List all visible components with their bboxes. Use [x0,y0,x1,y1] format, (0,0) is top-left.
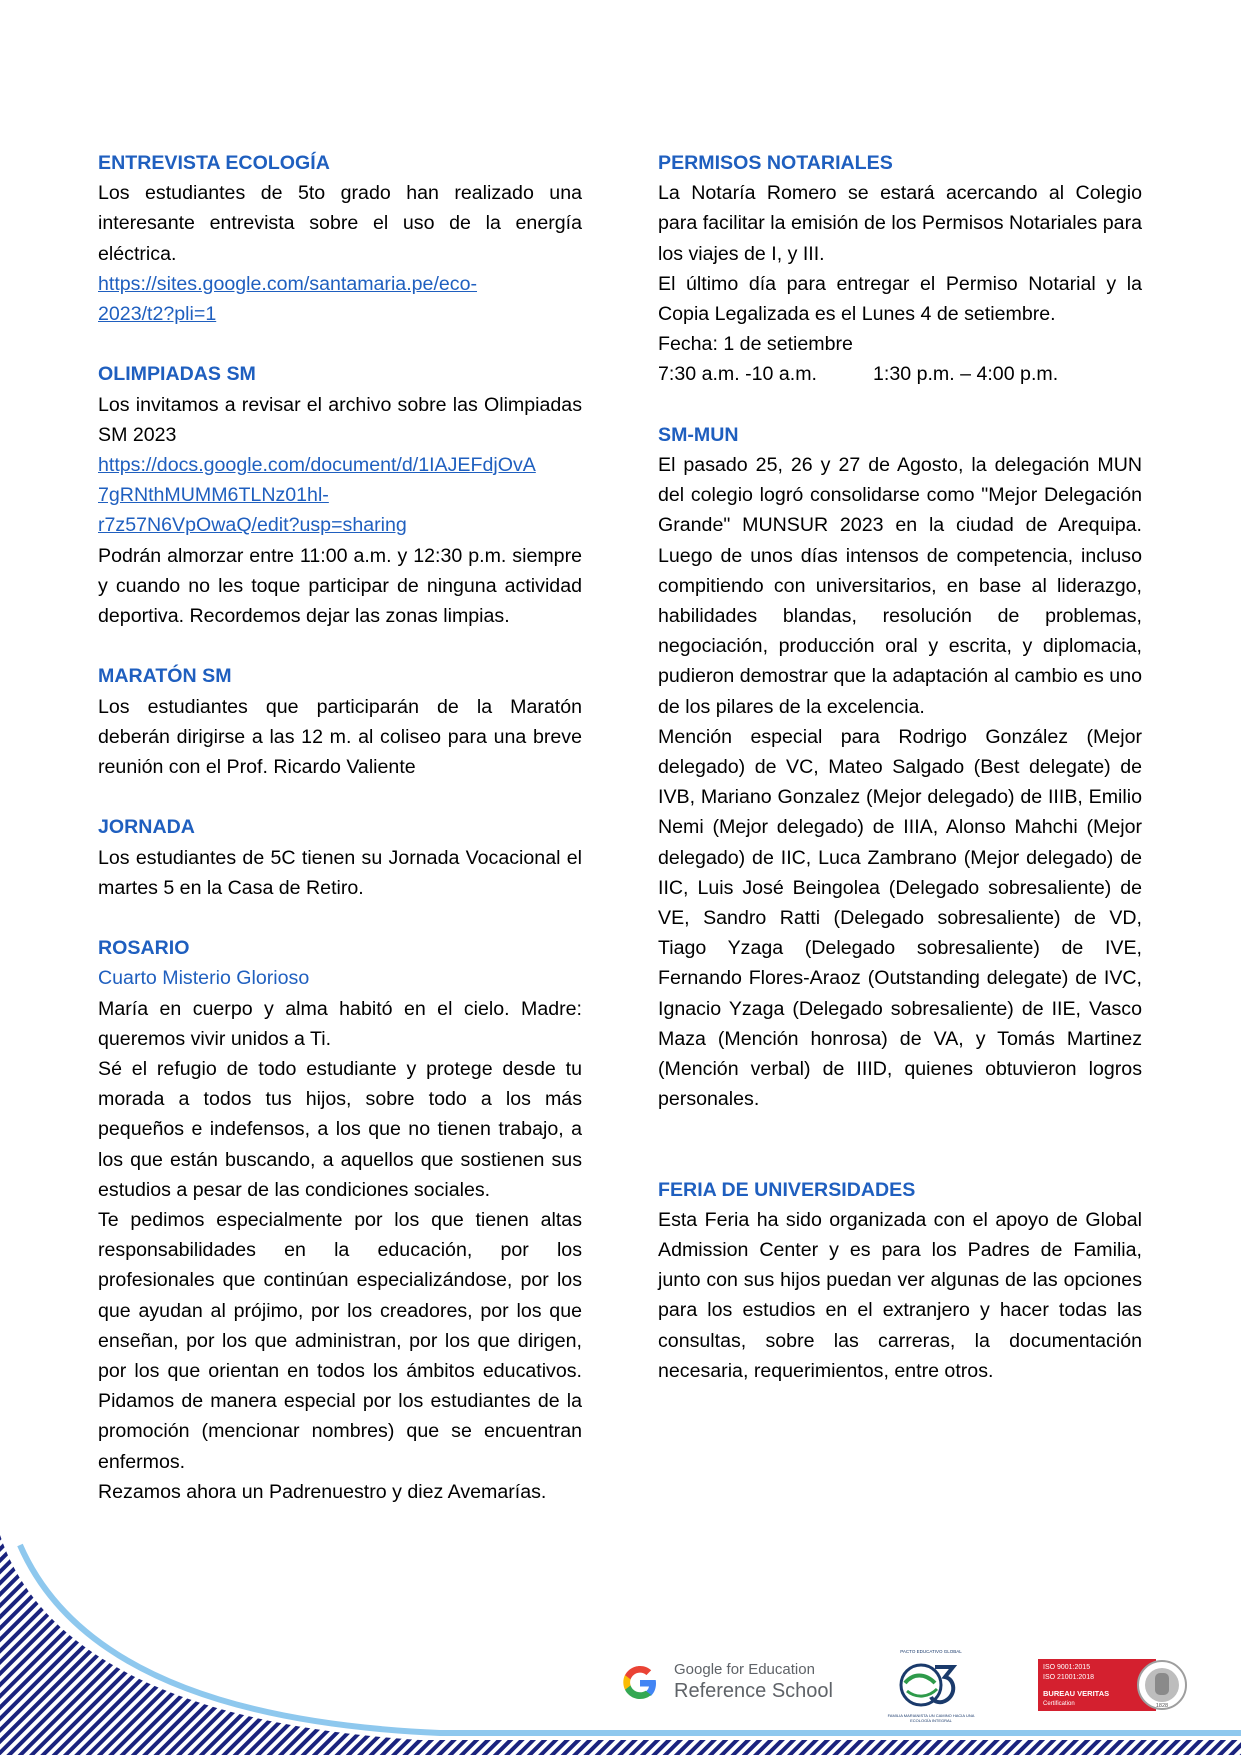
smmun-title: SM-MUN [658,423,739,446]
section-permisos [658,148,1142,390]
rosario-paragraph-1: María en cuerpo y alma habitó en el cielo. Madre: queremos vivir unidos a Ti. [98,997,582,1050]
section-entrevista [98,148,582,329]
olimpiadas-link-1[interactable]: https://docs.google.com/document/d/1IAJEFdjOvA [98,454,536,477]
olimpiadas-body: Los invitamos a revisar el archivo sobre las Olimpiadas SM 2023 [98,393,582,446]
entrevista-link-1[interactable]: https://sites.google.com/santamaria.pe/eco- [98,272,478,295]
hours-morning: 7:30 a.m. -10 a.m. [658,363,817,386]
left-column [98,148,582,1537]
google-line-2: Reference School [674,1680,833,1702]
permisos-hours [658,359,1142,389]
section-rosario [98,933,582,1507]
rosario-subtitle: Cuarto Misterio Glorioso [98,967,310,990]
olimpiadas-title: OLIMPIADAS SM [98,363,256,386]
pacto-globe-icon [895,1655,967,1711]
bv-cert: Certification [1043,1701,1075,1707]
footer-logos [620,1649,1200,1725]
entrevista-link-2[interactable]: 2023/t2?pli=1 [98,303,217,326]
section-jornada [98,812,582,903]
entrevista-title: ENTREVISTA ECOLOGÍA [98,152,330,174]
rosario-paragraph-2: Sé el refugio de todo estudiante y protege desde tu morada a todos tus hijos, sobre todo a los más pequeños e indefensos, a los que no tienen trabajo, a los que están buscando, a aquellos que sostienen sus estudios a pesar de las condiciones sociales. [98,1058,582,1201]
bv-iso-1: ISO 9001:2015 [1043,1664,1091,1671]
hours-afternoon: 1:30 p.m. – 4:00 p.m. [873,363,1059,386]
rosario-title: ROSARIO [98,937,190,960]
right-column [658,148,1142,1416]
section-maraton [98,661,582,782]
rosario-paragraph-4: Rezamos ahora un Padrenuestro y diez Avemarías. [98,1480,547,1503]
bv-year: 1828 [1155,1703,1169,1709]
pacto-top-text: PACTO EDUCATIVO GLOBAL [900,1649,962,1654]
section-smmun [658,420,1142,1115]
pacto-educativo-logo [887,1649,975,1723]
feria-title: FERIA DE UNIVERSIDADES [658,1178,916,1201]
olimpiadas-body-2: Podrán almorzar entre 11:00 a.m. y 12:30 p.m. siempre y cuando no les toque participar de ninguna actividad deportiva. Recordemos dejar las zonas limpias. [98,544,582,628]
smmun-paragraph-1: El pasado 25, 26 y 27 de Agosto, la delegación MUN del colegio logró consolidarse como "Mejor Delegación Grande" MUNSUR 2023 en la ciudad de Arequipa. Luego de unos días intensos de competencia, incluso compitiendo con universitarios, en base al liderazgo, habilidades blandas, resolución de problemas, negociación, producción oral y escrita, y diplomacia, pudieron demostrar que la adaptación al cambio es uno de los pilares de la excelencia. [658,454,1142,718]
entrevista-body: Los estudiantes de 5to grado han realizado una interesante entrevista sobre el uso de la energía eléctrica. [98,182,582,265]
permisos-title: PERMISOS NOTARIALES [658,152,893,174]
smmun-paragraph-2: Mención especial para Rodrigo González (Mejor delegado) de VC, Mateo Salgado (Best delegate) de IVB, Mariano Gonzalez (Mejor delegado) de IIIB, Emilio Nemi (Mejor delegado) de IIIA, Alonso Mahchi (Mejor delegado) de IIC, Luca Zambrano (Mejor delegado) de IIC, Luis José Beingolea (Delegado sobresaliente) de VE, Sandro Ratti (Delegado sobresaliente) de VD, Tiago Yzaga (Delegado sobresaliente) de IVE, Fernando Flores-Araoz (Outstanding delegate) de IVC, Ignacio Yzaga (Delegado sobresaliente) de IIE, Vasco Maza (Mención honrosa) de VA, y Tomás Martinez (Mención verbal) de IIID, quienes obtuvieron logros personales. [658,725,1142,1111]
bv-name: BUREAU VERITAS [1043,1689,1110,1698]
spacer [658,1145,1142,1175]
google-line-1: Google for Education [674,1661,815,1678]
rosario-paragraph-3: Te pedimos especialmente por los que tienen altas responsabilidades en la educación, por los profesionales que continúan especializándose, por los que ayudan al prójimo, por los creadores, por los que enseñan, por los que administran, por los que dirigen, por los que orientan en todos los ámbitos educativos. Pidamos de manera especial por los estudiantes de la promoción (mencionar nombres) que se encuentran enfermos. [98,1209,582,1473]
feria-body: Esta Feria ha sido organizada con el apoyo de Global Admission Center y es para los Padres de Familia, junto con sus hijos puedan ver algunas de las opciones para los estudios en el extranjero y hacer todas las consultas, sobre las carreras, la documentación necesaria, requerimientos, entre otros. [658,1208,1142,1382]
pacto-bottom-text: FAMILIA MARIANISTA UN CAMINO HACIA UNA ECOLOGÍA INTEGRAL [887,1713,975,1723]
bureau-veritas-logo [1038,1659,1198,1711]
bv-iso-2: ISO 21001:2018 [1043,1674,1094,1681]
google-g-icon [620,1663,660,1703]
maraton-body: Los estudiantes que participarán de la Maratón deberán dirigirse a las 12 m. al coliseo para una breve reunión con el Prof. Ricardo Valiente [98,695,582,779]
olimpiadas-link-2[interactable]: 7gRNthMUMM6TLNz01hl- [98,484,329,507]
olimpiadas-link-3[interactable]: r7z57N6VpOwaQ/edit?usp=sharing [98,514,407,537]
google-education-text [674,1661,833,1703]
permisos-body: La Notaría Romero se estará acercando al Colegio para facilitar la emisión de los Permisos Notariales para los viajes de I, y III. [658,182,1142,265]
permisos-fecha: Fecha: 1 de setiembre [658,333,853,356]
maraton-title: MARATÓN SM [98,665,232,688]
permisos-body-2: El último día para entregar el Permiso Notarial y la Copia Legalizada es el Lunes 4 de setiembre. [658,272,1142,326]
jornada-title: JORNADA [98,816,195,839]
section-feria [658,1175,1142,1386]
jornada-body: Los estudiantes de 5C tienen su Jornada Vocacional el martes 5 en la Casa de Retiro. [98,846,582,899]
section-olimpiadas [98,359,582,631]
